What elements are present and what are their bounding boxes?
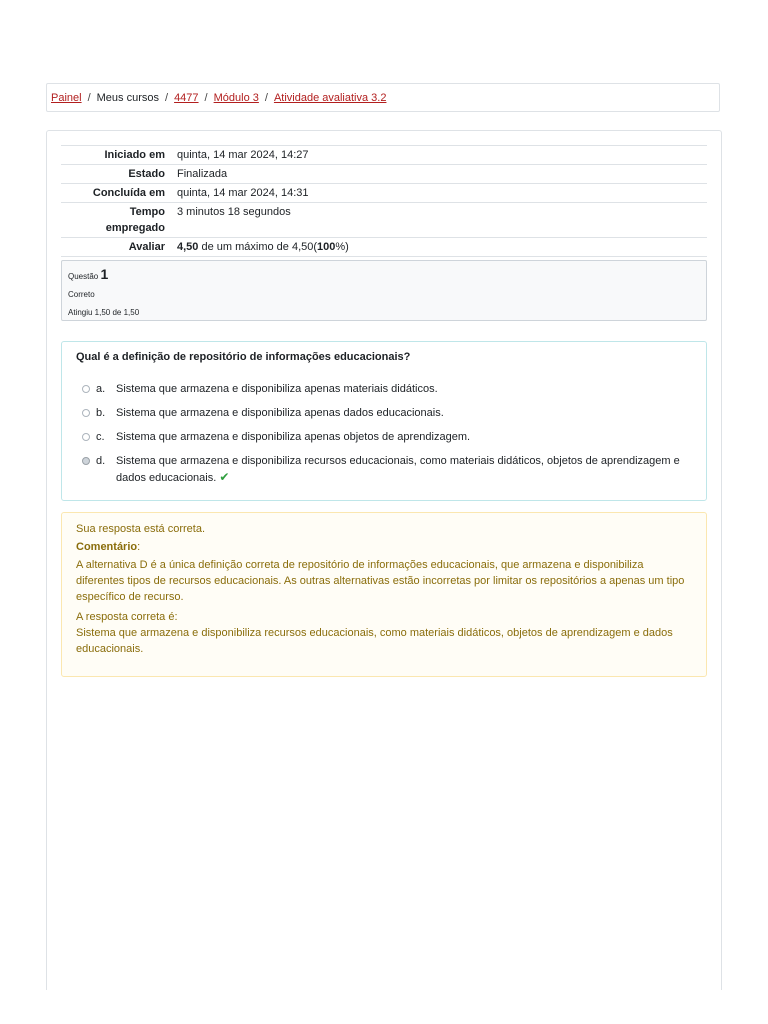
breadcrumb-link-module[interactable]: Módulo 3	[213, 91, 259, 104]
answer-option-a	[82, 381, 692, 397]
answer-text: Sistema que armazena e disponibiliza apenas dados educacionais.	[116, 407, 444, 419]
time-taken-label-line1: Tempo	[129, 206, 165, 218]
question-mark: Atingiu 1,50 de 1,50	[68, 308, 140, 317]
answer-option-b	[82, 405, 692, 421]
answer-text-value: Sistema que armazena e disponibiliza recursos educacionais, como materiais didáticos, objetos de aprendizagem e dados educacionais.	[116, 455, 680, 484]
question-text: Qual é a definição de repositório de informações educacionais?	[76, 351, 411, 363]
completed-label: Concluída em	[92, 187, 165, 199]
radio-button-b[interactable]	[82, 409, 90, 417]
time-taken-label	[61, 203, 171, 238]
breadcrumb-link-painel[interactable]: Painel	[51, 91, 82, 104]
grade-label: Avaliar	[128, 241, 165, 253]
breadcrumb-link-activity[interactable]: Atividade avaliativa 3.2	[273, 91, 387, 104]
question-info-box	[61, 260, 707, 321]
question-number	[68, 265, 700, 286]
answer-letter: b.	[96, 407, 106, 419]
comment-heading	[76, 539, 692, 555]
grade-end: %)	[335, 241, 349, 253]
grade-middle: de um máximo de 4,50(	[198, 241, 318, 253]
time-taken-label-line2: empregado	[105, 222, 165, 234]
table-row	[61, 238, 707, 257]
breadcrumb	[46, 83, 720, 112]
question-number-value: 1	[100, 266, 109, 282]
check-icon: ✔	[219, 470, 230, 484]
answer-option-d	[82, 453, 692, 486]
grade-score: 4,50	[177, 241, 199, 253]
grade-percent: 100	[317, 241, 336, 253]
answer-letter: d.	[96, 455, 106, 467]
breadcrumb-link-course[interactable]: 4477	[174, 91, 199, 104]
answer-letter: c.	[96, 431, 105, 443]
feedback-box	[61, 512, 707, 677]
answer-letter: a.	[96, 383, 106, 395]
comment-text: A alternativa D é a única definição correta de repositório de informações educacionais, que armazena e disponibiliza diferentes tipos de recursos educacionais. As outras alternativas estão incorretas por limitar os repositórios a apenas um tipo específico de recurso.	[76, 559, 685, 603]
radio-button-d[interactable]	[82, 457, 90, 465]
completed-value: quinta, 14 mar 2024, 14:31	[177, 187, 309, 199]
breadcrumb-separator: /	[87, 91, 91, 104]
table-row	[61, 203, 707, 238]
question-prefix: Questão	[68, 272, 99, 281]
comment-colon: :	[137, 541, 141, 553]
answer-option-c	[82, 429, 692, 445]
breadcrumb-item-meus-cursos: Meus cursos	[96, 91, 159, 104]
breadcrumb-separator: /	[204, 91, 208, 104]
radio-button-c[interactable]	[82, 433, 90, 441]
table-row	[61, 146, 707, 165]
started-label: Iniciado em	[104, 149, 165, 161]
answer-text: Sistema que armazena e disponibiliza apenas objetos de aprendizagem.	[116, 431, 471, 443]
comment-title: Comentário	[76, 541, 138, 553]
grade-value	[171, 238, 707, 257]
state-value: Finalizada	[177, 168, 228, 180]
answer-text: Sistema que armazena e disponibiliza apenas materiais didáticos.	[116, 383, 438, 395]
table-row	[61, 184, 707, 203]
question-status: Correto	[68, 290, 95, 299]
feedback-status: Sua resposta está correta.	[76, 523, 206, 535]
breadcrumb-separator: /	[165, 91, 169, 104]
attempt-summary-table	[61, 145, 707, 257]
right-answer-label: A resposta correta é:	[76, 611, 178, 623]
breadcrumb-separator: /	[264, 91, 268, 104]
started-value: quinta, 14 mar 2024, 14:27	[177, 149, 309, 161]
radio-button-a[interactable]	[82, 385, 90, 393]
answer-text	[116, 453, 692, 486]
time-taken-value: 3 minutos 18 segundos	[177, 206, 291, 218]
table-row	[61, 165, 707, 184]
state-label: Estado	[128, 168, 165, 180]
question-formulation	[61, 341, 707, 501]
right-answer-text: Sistema que armazena e disponibiliza recursos educacionais, como materiais didáticos, objetos de aprendizagem e dados educacionais.	[76, 627, 673, 655]
